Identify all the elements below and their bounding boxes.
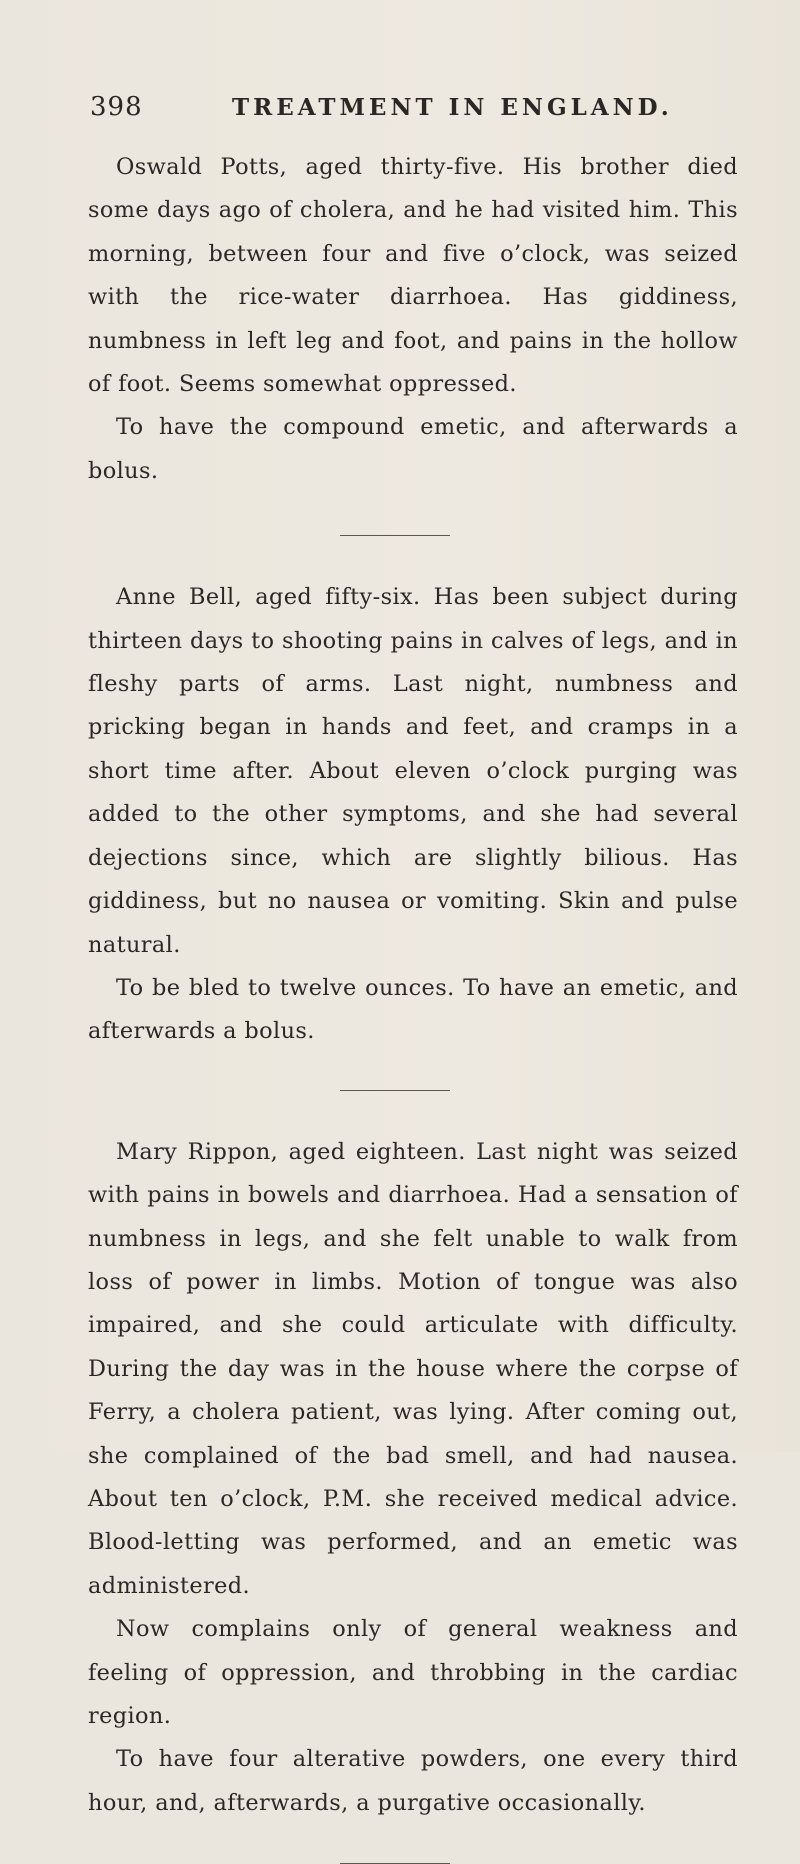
case-1-treatment: To have the compound emetic, and afterwards a bolus. [88, 414, 738, 484]
running-title: TREATMENT IN ENGLAND. [232, 94, 673, 121]
case-3-history: Mary Rippon, aged eighteen. Last night was seized with pains in bowels and diarrhoea. Had a sensation of numbness in legs, and she felt unable to walk from loss of power in limbs. Motion of tongue was also impaired, and she could articulate with difficulty. During the day was in the house where the corpse of Ferry, a cholera patient, was lying. After coming out, she complained of the bad smell, and had nausea. About ten o’clock, P.M. she received medical advice. Blood-letting was performed, and an emetic was administered. [88, 1138, 738, 1599]
case-2-history: Anne Bell, aged fifty-six. Has been subject during thirteen days to shooting pains in calves of legs, and in fleshy parts of arms. Last night, numbness and pricking began in hands and feet, and cramps in a short time after. About eleven o’clock purging was added to the other symptoms, and she had several dejections since, which are slightly bilious. Has giddiness, but no nausea or vomiting. Skin and pulse natural. [88, 584, 738, 958]
case-3-condition: Now complains only of general weakness and feeling of oppression, and throbbing in the cardiac region. [88, 1616, 738, 1729]
section-divider [340, 1090, 450, 1091]
case-3-treatment: To have four alterative powders, one every third hour, and, afterwards, a purgative occasionally. [88, 1746, 738, 1816]
case-1-history: Oswald Potts, aged thirty-five. His brother died some days ago of cholera, and he had visited him. This morning, between four and five o’clock, was seized with the rice-water diarrhoea. Has giddiness, numbness in left leg and foot, and pains in the hollow of foot. Seems somewhat oppressed. [88, 154, 738, 398]
page-number: 398 [90, 92, 143, 122]
section-divider [340, 535, 450, 536]
case-2-treatment: To be bled to twelve ounces. To have an emetic, and afterwards a bolus. [88, 974, 738, 1045]
page-header [90, 92, 790, 132]
body-text [88, 146, 738, 1864]
